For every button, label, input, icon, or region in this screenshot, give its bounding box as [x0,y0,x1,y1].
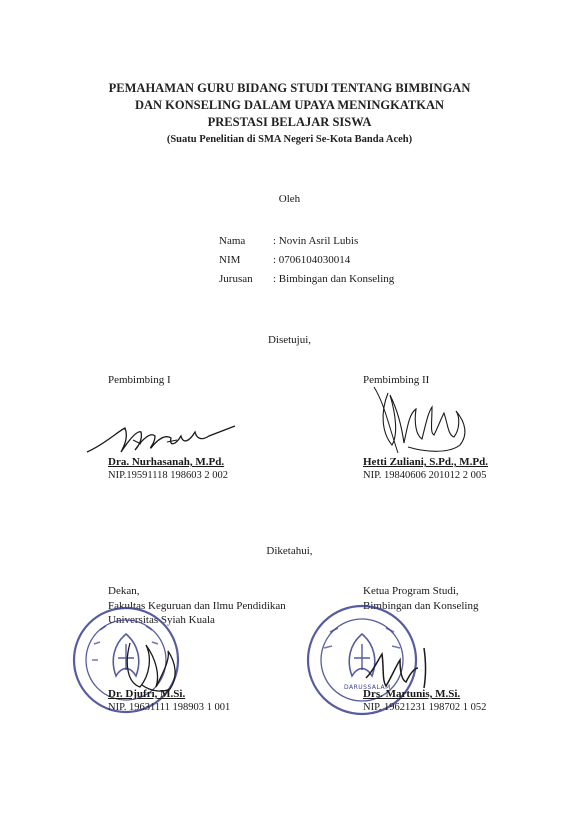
approved-label: Disetujui, [267,334,312,346]
head-title: Ketua Program Studi, [363,585,459,597]
title-line-3: PRESTASI BELAJAR SISWA [207,115,372,129]
advisor1-signature [85,418,245,458]
head-stamp-city: DARUSSALAM [344,684,391,691]
identity-value-jurusan: : Bimbingan dan Konseling [273,273,395,285]
head-nip: NIP. 19621231 198702 1 052 [363,702,487,713]
identity-value-nama: : Novin Asril Lubis [273,235,359,247]
advisor1-nip: NIP.19591118 198603 2 002 [108,470,228,481]
identity-label-jurusan: Jurusan [219,273,253,285]
dean-title: Dekan, [108,585,140,597]
subtitle: (Suatu Penelitian di SMA Negeri Se-Kota Banda Aceh) [166,134,413,145]
advisor2-signature [368,383,478,458]
advisor2-name: Hetti Zuliani, S.Pd., M.Pd. [363,456,488,468]
identity-value-nim: : 0706104030014 [273,254,351,266]
dean-signature [120,635,190,695]
identity-label-nim: NIM [219,254,241,266]
dean-org-1: Fakultas Keguruan dan Ilmu Pendidikan [108,600,286,612]
oleh-label: Oleh [278,193,301,205]
identity-label-nama: Nama [219,235,246,247]
advisor2-role: Pembimbing II [363,374,430,386]
dean-nip: NIP. 19631111 198903 1 001 [108,702,231,713]
advisor1-role: Pembimbing I [108,374,171,386]
advisor1-name: Dra. Nurhasanah, M.Pd. [108,456,225,468]
title-line-2: DAN KONSELING DALAM UPAYA MENINGKATKAN [134,98,445,112]
head-org-1: Bimbingan dan Konseling [363,600,479,612]
dean-name: Dr. Djufri, M.Si. [108,688,186,700]
head-name: Drs. Martunis, M.Si. [363,688,461,700]
advisor2-nip: NIP. 19840606 201012 2 005 [363,470,487,481]
known-label: Diketahui, [266,545,313,557]
dean-org-2: Universitas Syiah Kuala [108,614,215,626]
title-line-1: PEMAHAMAN GURU BIDANG STUDI TENTANG BIMBINGAN [108,81,471,95]
